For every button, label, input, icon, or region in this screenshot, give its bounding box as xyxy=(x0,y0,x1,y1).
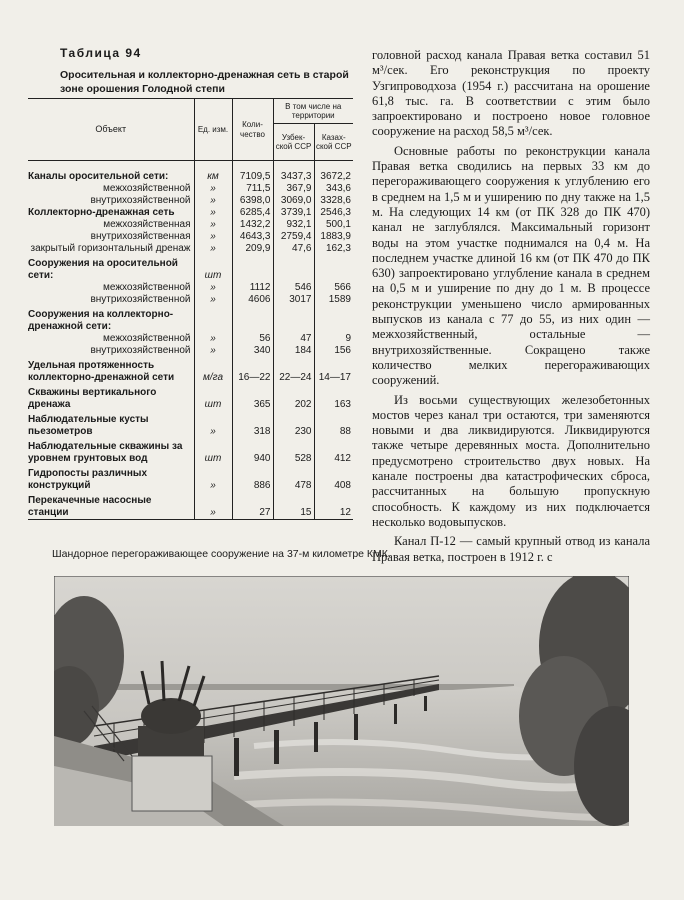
row-uzb: 202 xyxy=(273,384,314,411)
row-object: внутрихозяйственной xyxy=(90,294,191,305)
row-unit: шт xyxy=(194,384,232,411)
row-quantity: 365 xyxy=(232,384,273,411)
table-row xyxy=(28,219,353,231)
row-unit: » xyxy=(194,243,232,255)
row-unit: » xyxy=(194,231,232,243)
row-unit: шт xyxy=(194,255,232,282)
table-row xyxy=(28,255,353,282)
table-row xyxy=(28,207,353,219)
row-quantity: 6398,0 xyxy=(232,195,273,207)
table-row xyxy=(28,231,353,243)
row-uzb: 3017 xyxy=(273,294,314,306)
row-unit: » xyxy=(194,345,232,357)
table-label: Таблица 94 xyxy=(60,46,142,60)
row-uzb: 230 xyxy=(273,411,314,438)
header-quantity: Коли-чество xyxy=(232,99,273,161)
row-object: Сооружения на коллекторно-дренажной сети: xyxy=(28,309,174,332)
row-kaz: 343,6 xyxy=(314,183,353,195)
row-uzb: 528 xyxy=(273,438,314,465)
network-table xyxy=(28,98,353,520)
table-row xyxy=(28,282,353,294)
row-object: внутрихозяйственной xyxy=(90,195,191,206)
row-uzb: 546 xyxy=(273,282,314,294)
row-unit: км xyxy=(194,161,232,184)
row-object: межхозяйственной xyxy=(103,183,191,194)
row-kaz: 12 xyxy=(314,492,353,520)
row-kaz: 163 xyxy=(314,384,353,411)
table-row xyxy=(28,357,353,384)
row-quantity: 1432,2 xyxy=(232,219,273,231)
row-uzb: 22—24 xyxy=(273,357,314,384)
table-row xyxy=(28,195,353,207)
header-unit: Ед. изм. xyxy=(194,99,232,161)
table-row xyxy=(28,345,353,357)
row-uzb: 932,1 xyxy=(273,219,314,231)
table-row xyxy=(28,384,353,411)
table-row xyxy=(28,333,353,345)
paragraph-4: Канал П-12 — самый крупный отвод из канала Правая ветка, построен в 1912 г. с xyxy=(372,534,650,564)
row-object: Наблюдательные скважины за уровнем грунтовых вод xyxy=(28,441,183,464)
row-object: межхозяйственной xyxy=(103,333,191,344)
row-quantity: 318 xyxy=(232,411,273,438)
row-uzb: 184 xyxy=(273,345,314,357)
row-quantity: 711,5 xyxy=(232,183,273,195)
row-quantity: 340 xyxy=(232,345,273,357)
table-row xyxy=(28,306,353,333)
row-unit: » xyxy=(194,411,232,438)
row-quantity: 940 xyxy=(232,438,273,465)
article-text xyxy=(372,48,650,569)
row-uzb: 47,6 xyxy=(273,243,314,255)
header-object: Объект xyxy=(28,99,194,161)
row-object: Коллекторно-дренажная сеть xyxy=(28,207,175,218)
paragraph-1: головной расход канала Правая ветка составил 51 м³/сек. Его реконструкция по проекту Узгипроводхоза (1954 г.) рассчитана на орошение 61,8 тыс. га. В соответствии с этим было запроектировано и построено новое головное сооружение на расход 58,5 м³/сек. xyxy=(372,48,650,139)
paragraph-3: Из восьми существующих железобетонных мостов через канал три остаются, три заменяются новыми и два ликвидируются. Ликвидируются также четыре деревянных моста. Дополнительно предусмотрено строительство двух новых. На канале построены два катастрофических сброса, рассчитанных на большую пропускную способность. К каждому из них подключается несколько водовыпусков. xyxy=(372,392,650,529)
row-unit: » xyxy=(194,183,232,195)
header-kaz: Казах-ской ССР xyxy=(314,124,353,161)
photo-caption: Шандорное перегораживающее сооружение на 37-м километре КМК. xyxy=(52,548,391,560)
paragraph-2: Основные работы по реконструкции канала Правая ветка сводились на первых 33 км до перегораживающего сооружения к углублению его в среднем на 1,5 м и уширению по дну также на 1,5 м. На следующих 14 км (от ПК 328 до ПК 470) канал не заглублялся. Максимальный горизонт воды на этом участке поднимался на 0,4 м. На последнем участке длиной 16 км (от ПК 470 до ПК 630) запроектировано углубление канала в среднем на 0,5 м и уширение по дну до 1 м. В процессе реконструкции уменьшено число армированных выпусков из канала с 77 до 55, из них один — межхозяйственный, остальные — внутрихозяйственные. Сокращено также количество мелких перегораживающих сооружений. xyxy=(372,143,650,388)
row-kaz: 88 xyxy=(314,411,353,438)
table-row xyxy=(28,243,353,255)
header-uzb: Узбек-ской ССР xyxy=(273,124,314,161)
table-row xyxy=(28,465,353,492)
header-incl: В том числе на территории xyxy=(273,99,353,124)
row-quantity: 209,9 xyxy=(232,243,273,255)
row-quantity: 1112 xyxy=(232,282,273,294)
row-uzb: 3739,1 xyxy=(273,207,314,219)
row-object: Скважины вертикального дренажа xyxy=(28,387,157,410)
row-quantity xyxy=(232,306,273,333)
row-uzb: 3437,3 xyxy=(273,161,314,184)
row-object: Сооружения на оросительной сети: xyxy=(28,258,178,281)
row-uzb: 478 xyxy=(273,465,314,492)
row-uzb: 15 xyxy=(273,492,314,520)
table-row xyxy=(28,438,353,465)
row-unit: шт xyxy=(194,438,232,465)
row-kaz: 156 xyxy=(314,345,353,357)
row-kaz: 3328,6 xyxy=(314,195,353,207)
row-quantity: 886 xyxy=(232,465,273,492)
row-quantity: 4606 xyxy=(232,294,273,306)
row-unit: » xyxy=(194,465,232,492)
row-object: Наблюдательные кусты пьезометров xyxy=(28,414,149,437)
row-object: внутрихозяйственная xyxy=(90,231,191,242)
row-quantity: 27 xyxy=(232,492,273,520)
row-unit: » xyxy=(194,333,232,345)
table-row xyxy=(28,183,353,195)
row-unit xyxy=(194,306,232,333)
row-uzb: 47 xyxy=(273,333,314,345)
row-kaz: 1589 xyxy=(314,294,353,306)
row-kaz: 14—17 xyxy=(314,357,353,384)
row-kaz: 2546,3 xyxy=(314,207,353,219)
row-uzb xyxy=(273,306,314,333)
row-unit: » xyxy=(194,195,232,207)
row-kaz xyxy=(314,255,353,282)
row-kaz: 566 xyxy=(314,282,353,294)
row-object: закрытый горизонтальный дренаж xyxy=(30,243,191,254)
row-unit: » xyxy=(194,282,232,294)
table-caption: Оросительная и коллекторно-дренажная сеть в старой зоне орошения Голодной степи xyxy=(60,69,349,95)
row-kaz: 412 xyxy=(314,438,353,465)
row-unit: » xyxy=(194,492,232,520)
table-row xyxy=(28,492,353,520)
table-row xyxy=(28,294,353,306)
row-object: межхозяйственная xyxy=(103,219,191,230)
row-uzb: 3069,0 xyxy=(273,195,314,207)
row-object: внутрихозяйственной xyxy=(90,345,191,356)
row-kaz: 408 xyxy=(314,465,353,492)
table-row xyxy=(28,411,353,438)
row-kaz xyxy=(314,306,353,333)
row-kaz: 500,1 xyxy=(314,219,353,231)
row-object: Гидропосты различных конструкций xyxy=(28,468,148,491)
row-unit: » xyxy=(194,207,232,219)
row-object: Каналы оросительной сети: xyxy=(28,171,169,182)
row-object: Перекачечные насосные станции xyxy=(28,492,194,520)
row-unit: » xyxy=(194,294,232,306)
row-unit: м/га xyxy=(194,357,232,384)
row-kaz: 9 xyxy=(314,333,353,345)
dam-photo xyxy=(54,576,629,826)
row-quantity: 6285,4 xyxy=(232,207,273,219)
row-unit: » xyxy=(194,219,232,231)
row-object: Удельная протяженность коллекторно-дренажной сети xyxy=(28,360,175,383)
row-uzb xyxy=(273,255,314,282)
row-uzb: 2759,4 xyxy=(273,231,314,243)
row-kaz: 1883,9 xyxy=(314,231,353,243)
row-quantity: 16—22 xyxy=(232,357,273,384)
row-kaz: 3672,2 xyxy=(314,161,353,184)
row-quantity: 56 xyxy=(232,333,273,345)
row-uzb: 367,9 xyxy=(273,183,314,195)
row-object: межхозяйственной xyxy=(103,282,191,293)
row-quantity: 7109,5 xyxy=(232,161,273,184)
row-quantity xyxy=(232,255,273,282)
row-kaz: 162,3 xyxy=(314,243,353,255)
table-row xyxy=(28,161,353,184)
row-quantity: 4643,3 xyxy=(232,231,273,243)
